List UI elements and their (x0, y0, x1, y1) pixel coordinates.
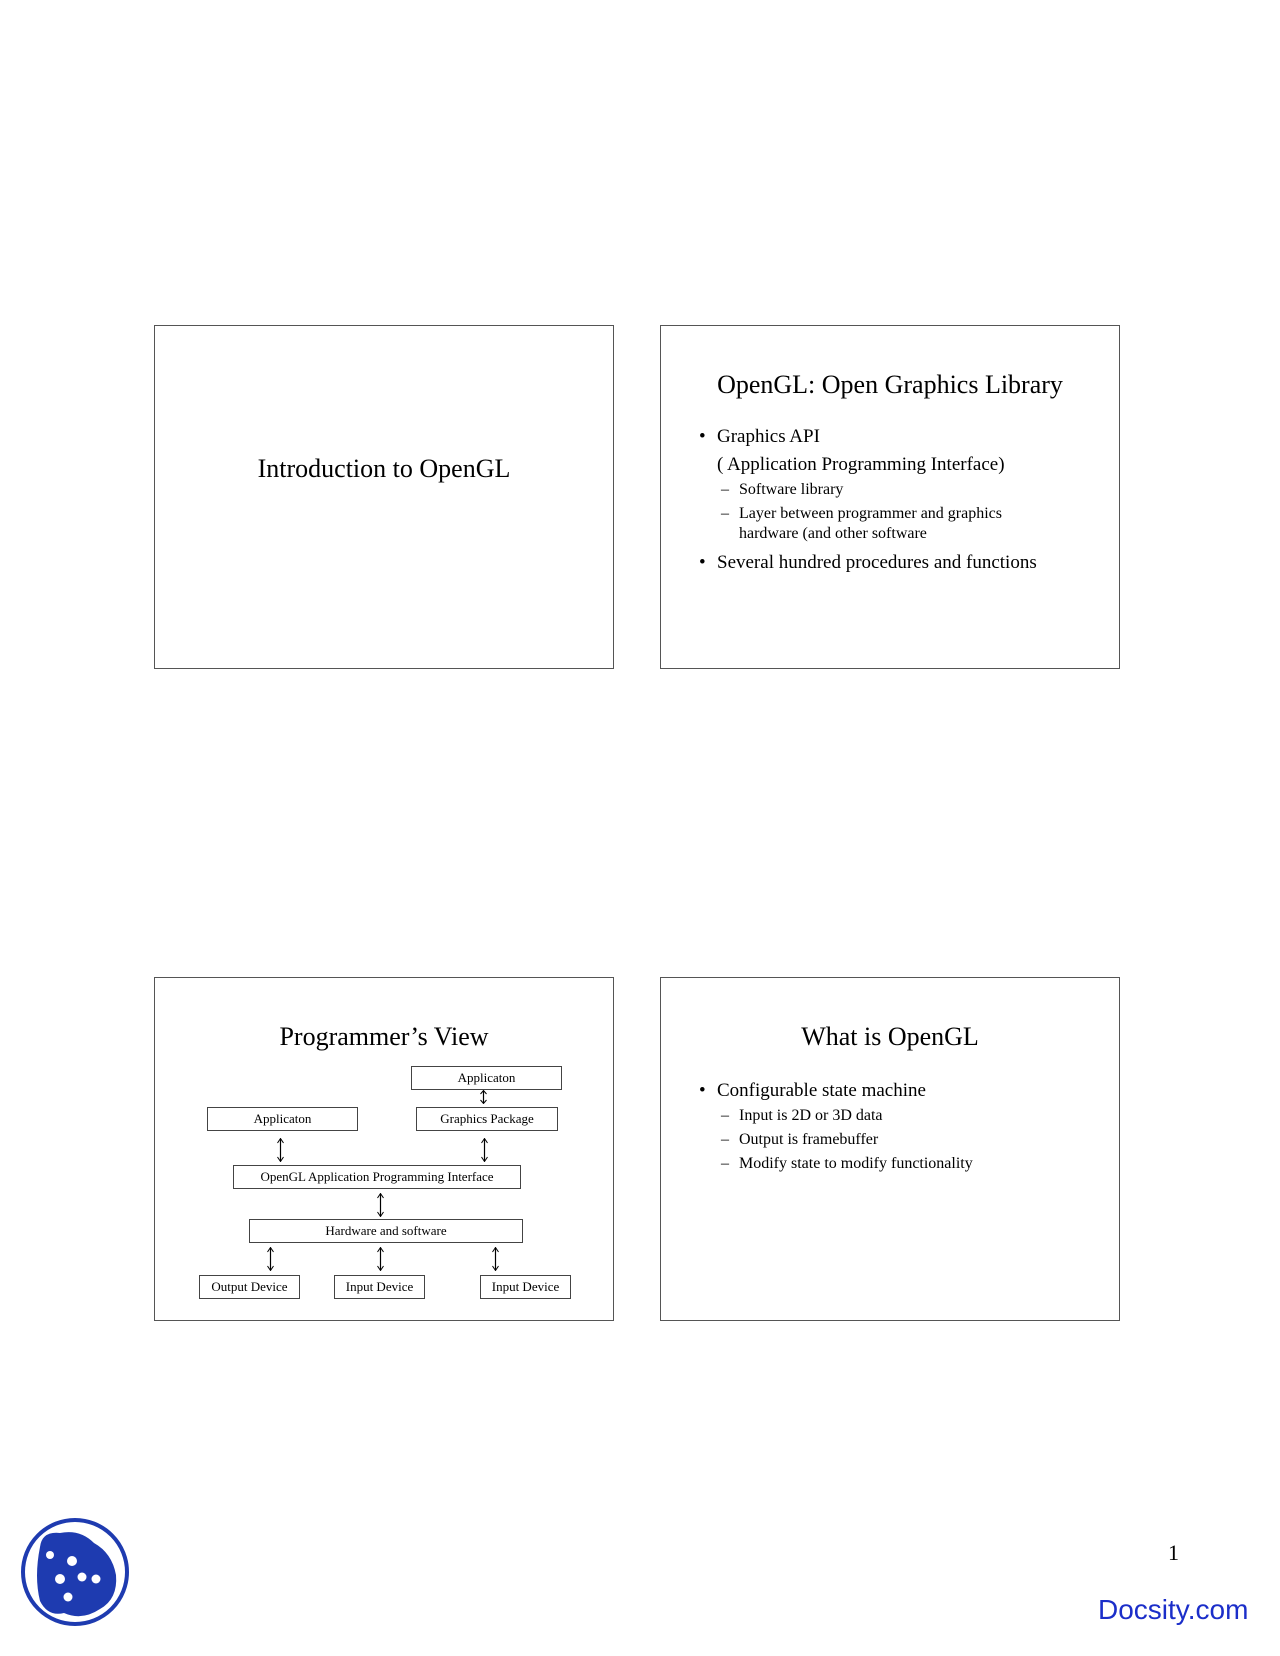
output-device-box: Output Device (199, 1275, 300, 1299)
double-arrow-icon (276, 1138, 285, 1162)
docsity-brand-link[interactable]: Docsity.com (1098, 1594, 1249, 1625)
bullet (699, 426, 1109, 448)
dash-glyph: – (721, 481, 729, 498)
input-device-box: Input Device (480, 1275, 571, 1299)
bullet-glyph: • (699, 426, 706, 447)
bullet-glyph: • (699, 1080, 706, 1101)
left-application-box: Applicaton (207, 1107, 358, 1131)
opengl-api-box: OpenGL Application Programming Interface (233, 1165, 521, 1189)
sub-bullet (699, 1130, 1109, 1150)
slide-3 (154, 977, 614, 1321)
slide-4-title: What is OpenGL (801, 1022, 979, 1051)
hardware-software-box: Hardware and software (249, 1219, 523, 1243)
bullet (699, 552, 1109, 574)
sub-bullet (699, 1154, 1109, 1174)
docsity-logo-icon[interactable] (20, 1517, 130, 1627)
sub-bullet (699, 504, 1059, 544)
bullet-text: Configurable state machine (717, 1080, 926, 1101)
page-number: 1 (1168, 1540, 1179, 1565)
sub-bullet-text: Output is framebuffer (739, 1131, 879, 1148)
sub-bullet-text: Modify state to modify functionality (739, 1155, 973, 1172)
bullet-continuation: ( Application Programming Interface) (717, 454, 1005, 475)
slide-1 (154, 325, 614, 669)
dash-glyph: – (721, 1155, 729, 1172)
slide-2-title: OpenGL: Open Graphics Library (717, 370, 1063, 399)
sub-bullet-text: Input is 2D or 3D data (739, 1107, 883, 1124)
bullet-text: Graphics API (717, 426, 820, 447)
slide-2-bullets (699, 426, 1109, 574)
slide-4-bullets (699, 1080, 1109, 1174)
double-arrow-icon (376, 1193, 385, 1217)
double-arrow-icon (480, 1138, 489, 1162)
double-arrow-icon (266, 1247, 275, 1271)
bullet-glyph: • (699, 552, 706, 573)
dash-glyph: – (721, 505, 729, 522)
slide-1-title: Introduction to OpenGL (257, 454, 511, 483)
dash-glyph: – (721, 1131, 729, 1148)
input-device-box: Input Device (334, 1275, 425, 1299)
graphics-package-box: Graphics Package (416, 1107, 558, 1131)
dash-glyph: – (721, 1107, 729, 1124)
slide-3-title: Programmer’s View (279, 1022, 489, 1051)
bullet-text: Several hundred procedures and functions (717, 552, 1037, 573)
top-application-box: Applicaton (411, 1066, 562, 1090)
sub-bullet (699, 480, 1109, 500)
double-arrow-icon (491, 1247, 500, 1271)
double-arrow-icon (479, 1090, 488, 1104)
sub-bullet (699, 1106, 1109, 1126)
bullet (699, 1080, 1109, 1102)
double-arrow-icon (376, 1247, 385, 1271)
sub-bullet-text: Layer between programmer and graphics hardware (and other software (739, 505, 1002, 542)
slide-2 (660, 325, 1120, 669)
sub-bullet-text: Software library (739, 481, 844, 498)
slide-4 (660, 977, 1120, 1321)
